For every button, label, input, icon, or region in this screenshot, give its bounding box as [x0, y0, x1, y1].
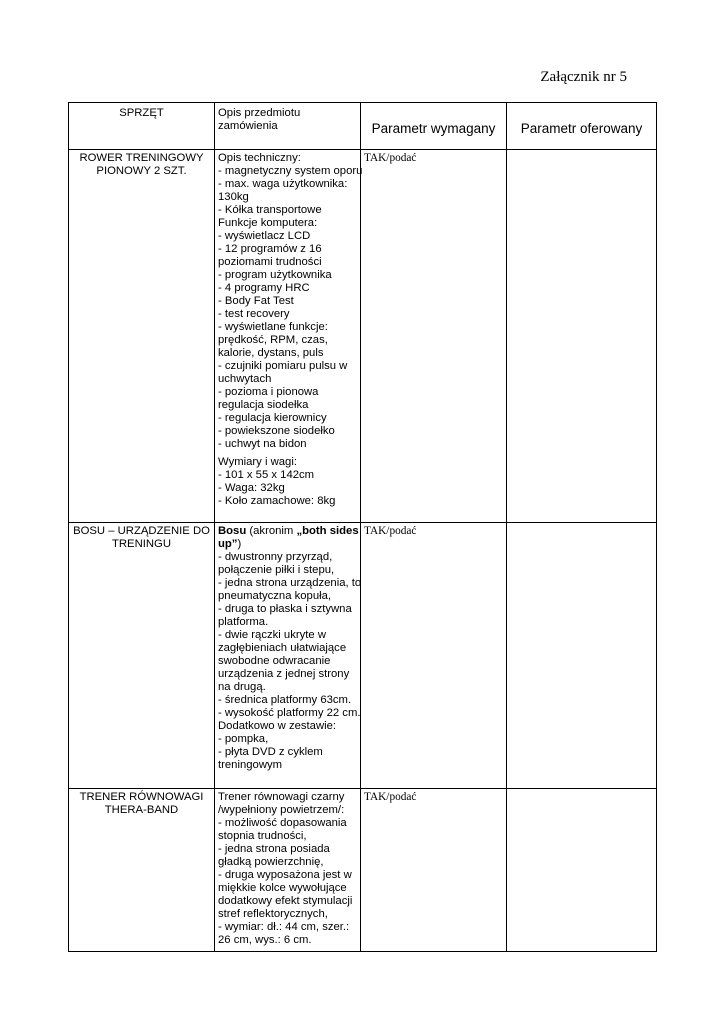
description-line: - regulacja kierownicy	[218, 412, 327, 424]
equipment-name-line: ROWER TRENINGOWY	[79, 152, 204, 164]
description-line: Wymiary i wagi:	[218, 456, 297, 468]
description-line: 130kg	[218, 191, 249, 203]
table-row	[69, 150, 657, 523]
description-line: - Body Fat Test	[218, 295, 294, 307]
description-line: - magnetyczny system oporu	[218, 165, 363, 177]
table-row	[69, 789, 657, 952]
description-line: - wymiar: dł.: 44 cm, szer.:	[218, 921, 350, 933]
description-line: treningowym	[218, 759, 283, 771]
offered-parameter	[507, 150, 657, 523]
description-line: Dodatkowo w zestawie:	[218, 720, 337, 732]
description-line: - płyta DVD z cyklem	[218, 746, 323, 758]
description-line: miękkie kolce wywołujące	[218, 882, 347, 894]
bosu-term: Bosu	[218, 525, 247, 537]
acronym-text: „both sides	[296, 525, 359, 537]
description-line: połączenie piłki i stepu,	[218, 564, 335, 576]
description-line: prędkość, RPM, czas,	[218, 334, 328, 346]
acronym-intro: (akronim	[246, 525, 297, 537]
description-line: - dwie rączki ukryte w	[218, 629, 326, 641]
description-line: - pozioma i pionowa	[218, 386, 319, 398]
description-line: - uchwyt na bidon	[218, 438, 307, 450]
description-line: - druga wyposażona jest w	[218, 869, 352, 881]
required-parameter: TAK/podać	[361, 150, 507, 523]
header-equipment: SPRZĘT	[69, 103, 215, 150]
description-line: - wyświetlane funkcje:	[218, 321, 328, 333]
description-line: na drugą.	[218, 681, 266, 693]
equipment-name	[69, 523, 215, 789]
description-line: - jedna strona posiada	[218, 843, 330, 855]
table-row	[69, 523, 657, 789]
equipment-name	[69, 789, 215, 952]
description-line: - dwustronny przyrząd,	[218, 551, 333, 563]
description-line: - Koło zamachowe: 8kg	[218, 495, 336, 507]
description-line: - max. waga użytkownika:	[218, 178, 348, 190]
description-line: poziomami trudności	[218, 256, 322, 268]
description-line	[218, 525, 357, 538]
description-line: /wypełniony powietrzem/:	[218, 804, 345, 816]
description-line	[218, 538, 357, 551]
description-line: Trener równowagi czarny	[218, 791, 345, 803]
description-line: kalorie, dystans, puls	[218, 347, 324, 359]
description-line: gładką powierzchnię,	[218, 856, 324, 868]
description-line: - wyświetlacz LCD	[218, 230, 311, 242]
description-line: - średnica platformy 63cm.	[218, 694, 352, 706]
description-line: - test recovery	[218, 308, 290, 320]
description-line: Funkcje komputera:	[218, 217, 318, 229]
header-required-parameter: Parametr wymagany	[361, 103, 507, 150]
description-line: 26 cm, wys.: 6 cm.	[218, 934, 312, 946]
table-header-row	[69, 103, 657, 150]
description-line: pneumatyczna kopuła,	[218, 590, 332, 602]
header-description: Opis przedmiotu zamówienia	[215, 103, 361, 150]
description-line: - wysokość platformy 22 cm.	[218, 707, 361, 719]
description-line: stopnia trudności,	[218, 830, 307, 842]
description-line: - program użytkownika	[218, 269, 332, 281]
equipment-table	[68, 102, 657, 952]
equipment-name-line: TRENER RÓWNOWAGI	[79, 791, 204, 803]
description-line: zagłębieniach ułatwiające	[218, 642, 347, 654]
description-line: stref reflektorycznych,	[218, 908, 328, 920]
description-line: - 12 programów z 16	[218, 243, 322, 255]
acronym-text-end: up”	[218, 538, 238, 550]
required-parameter: TAK/podać	[361, 523, 507, 789]
equipment-name	[69, 150, 215, 523]
description-line: - 4 programy HRC	[218, 282, 310, 294]
description-line: urządzenia z jednej strony	[218, 668, 350, 680]
description-line: platforma.	[218, 616, 269, 628]
header-offered-parameter: Parametr oferowany	[507, 103, 657, 150]
description-line: - druga to płaska i sztywna	[218, 603, 352, 615]
equipment-name-line: BOSU – URZĄDZENIE DO	[73, 525, 210, 537]
description-line: - 101 x 55 x 142cm	[218, 469, 315, 481]
description-line: dodatkowy efekt stymulacji	[218, 895, 353, 907]
equipment-name-line: THERA-BAND	[104, 804, 179, 816]
description-line: - pompka,	[218, 733, 269, 745]
equipment-name-line: PIONOWY 2 SZT.	[96, 165, 187, 177]
description-line: - czujniki pomiaru pulsu w	[218, 360, 348, 372]
offered-parameter	[507, 523, 657, 789]
equipment-description	[215, 789, 361, 952]
description-line: swobodne odwracanie	[218, 655, 331, 667]
description-line: Opis techniczny:	[218, 152, 301, 164]
description-line: - Waga: 32kg	[218, 482, 285, 494]
description-line: - możliwość dopasowania	[218, 817, 347, 829]
attachment-label: Załącznik nr 5	[540, 69, 627, 85]
equipment-description	[215, 523, 361, 789]
description-line: regulacja siodełka	[218, 399, 309, 411]
offered-parameter	[507, 789, 657, 952]
description-line: uchwytach	[218, 373, 272, 385]
required-parameter: TAK/podać	[361, 789, 507, 952]
acronym-close: )	[237, 538, 242, 550]
equipment-name-line: TRENINGU	[112, 538, 171, 550]
description-line: - jedna strona urządzenia, to	[218, 577, 362, 589]
description-line: - powiekszone siodełko	[218, 425, 335, 437]
description-line: - Kółka transportowe	[218, 204, 322, 216]
equipment-description	[215, 150, 361, 523]
